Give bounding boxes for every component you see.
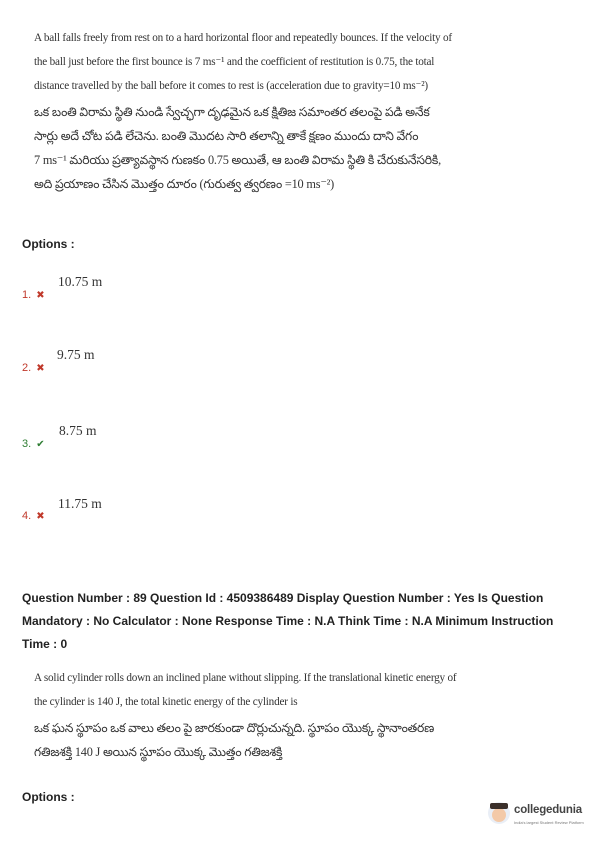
question-2-text	[34, 666, 554, 764]
option-3-number	[22, 438, 45, 450]
question-meta	[22, 587, 577, 656]
logo-tagline: India's largest Student Review Platform	[514, 820, 584, 825]
text-line: గతిజశక్తి 140 J అయిన స్థూపం యొక్క మొత్తం గతిజశక్తి	[34, 745, 283, 759]
option-2-value: 9.75 m	[57, 347, 95, 362]
text-line: సార్లు అదే చోట పడి లేచెను. బంతి మొదట సారి తలాన్ని తాకే క్షణం ముందు దాని వేగం	[34, 129, 419, 143]
collegedunia-logo	[488, 800, 588, 834]
logo-mascot-icon	[488, 802, 510, 824]
text-line: A ball falls freely from rest on to a hard horizontal floor and repeatedly bounces. If the velocity of	[34, 32, 452, 44]
meta-line: Time : 0	[22, 637, 68, 651]
question-1-english	[34, 26, 554, 98]
text-line: A solid cylinder rolls down an inclined plane without slipping. If the translational kinetic energy of	[34, 672, 457, 684]
text-line: ఒక ఘన స్థూపం ఒక వాలు తలం పై జారకుండా దొర్లుచున్నది. స్థూపం యొక్క స్థానాంతరణ	[34, 721, 435, 735]
question-1-telugu	[34, 100, 554, 196]
option-4-number	[22, 510, 45, 522]
question-1-text	[34, 26, 554, 196]
option-1-value: 10.75 m	[58, 274, 103, 289]
wrong-icon: ✖	[36, 511, 45, 522]
meta-line: Mandatory : No Calculator : None Response Time : N.A Think Time : N.A Minimum Instruction	[22, 614, 554, 628]
option-number: 1.	[22, 289, 32, 301]
text-line: ఒక బంతి విరామ స్థితి నుండి స్వేచ్ఛగా దృఢమైన ఒక క్షితిజ సమాంతర తలంపై పడి అనేక	[34, 105, 430, 119]
wrong-icon: ✖	[36, 290, 45, 301]
option-3-value: 8.75 m	[59, 423, 97, 438]
question-2-telugu	[34, 716, 554, 764]
option-number: 4.	[22, 510, 32, 522]
options-label: Options :	[22, 237, 75, 251]
text-line: అది ప్రయాణం చేసిన మొత్తం దూరం (గురుత్వ త్వరణం =10 ms⁻²)	[34, 177, 334, 191]
wrong-icon: ✖	[36, 363, 45, 374]
option-2-number	[22, 362, 45, 374]
text-line: the ball just before the first bounce is 7 ms⁻¹ and the coefficient of restitution is 0.75, the total	[34, 56, 435, 68]
option-1-number	[22, 289, 45, 301]
correct-icon: ✔	[36, 439, 45, 450]
text-line: 7 ms⁻¹ మరియు ప్రత్యావస్థాన గుణకం 0.75 అయితే, ఆ బంతి విరామ స్థితి కి చేరుకునేసరికి,	[34, 153, 441, 167]
options-label: Options :	[22, 790, 75, 804]
text-line: the cylinder is 140 J, the total kinetic energy of the cylinder is	[34, 696, 298, 708]
text-line: distance travelled by the ball before it comes to rest is (acceleration due to gravity=10 ms⁻²)	[34, 80, 428, 92]
question-2-english	[34, 666, 554, 714]
option-number: 2.	[22, 362, 32, 374]
option-number: 3.	[22, 438, 32, 450]
option-4-value: 11.75 m	[58, 496, 102, 511]
meta-line: Question Number : 89 Question Id : 4509386489 Display Question Number : Yes Is Question	[22, 591, 544, 605]
logo-name: collegedunia	[514, 804, 582, 816]
